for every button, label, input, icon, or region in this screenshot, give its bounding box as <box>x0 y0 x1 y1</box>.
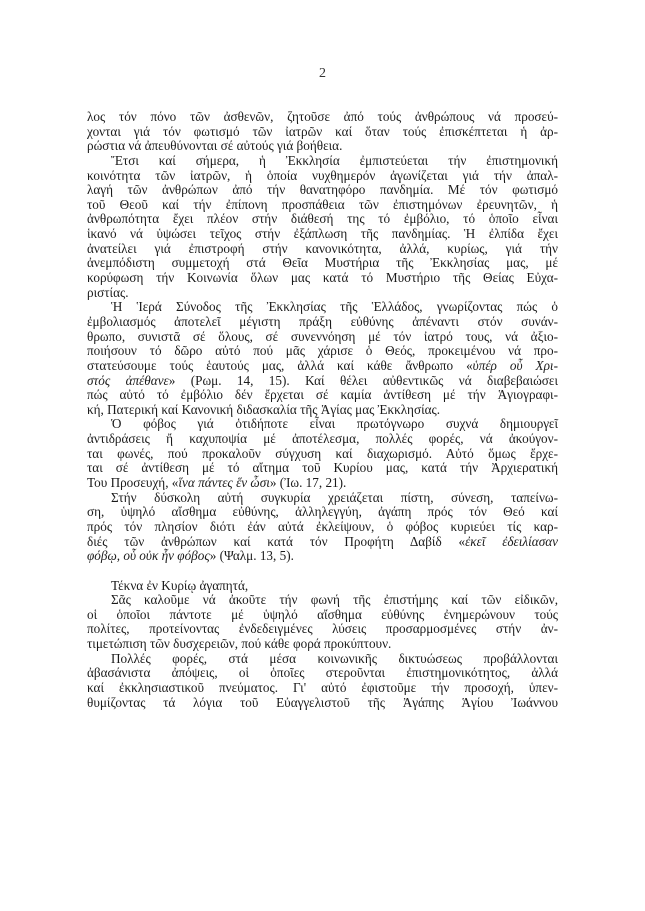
text-line: λος τόν πόνο τῶν ἀσθενῶν, ζητοῦσε ἀπό τούς ἀνθρώπους νά προσεύ- <box>87 109 558 124</box>
text-line: ἱκανό νά ὑψώσει τεῖχος στήν ἐξάπλωση τῆς πανδημίας. Ἡ ἐλπίδα ἔχει <box>87 226 558 242</box>
text-line: κοινότητα τῶν ἰατρῶν, ἡ ὁποία νυχθημερόν ἀγωνίζεται γιά τήν ἀπαλ- <box>87 167 558 183</box>
text-line: ἀβασάνιστα ἀπόψεις, οἱ ὁποῖες στεροῦνται ἐπιστημονικότητος, ἀλλά <box>87 665 558 681</box>
text-line: πώς αὐτό τό ἐμβόλιο δέν ἔρχεται σέ καμία ἀντίθεση μέ τήν Ἁγιογραφι- <box>87 387 558 403</box>
text-line: διές τῶν ἀνθρώπων καί κατά τόν Προφήτη Δαβίδ «ἐκεῖ ἐδειλίασαν <box>87 533 558 549</box>
text-line: πολίτες, προτείνοντας ἐνδεδειγμένες λύσεις προσαρμοσμένες στήν ἀν- <box>87 621 558 637</box>
text-line: Στήν δύσκολη αὐτή συγκυρία χρειάζεται πίστη, σύνεση, ταπείνω- <box>111 489 558 505</box>
paragraph-holy-synod <box>87 300 558 417</box>
salutation <box>87 579 558 594</box>
text-line: θρωπο, συνιστᾶ σέ ὅλους, σέ συνεννόηση μέ τόν ἰατρό τους, νά ἀξιο- <box>87 328 558 344</box>
text-line: ποιήσουν τό δῶρο αὐτό πού μᾶς χάρισε ὁ Θεός, προκειμένου νά προ- <box>87 343 558 359</box>
paragraph-difficult-circumstances <box>87 491 558 564</box>
page-number: 2 <box>319 66 326 81</box>
paragraph-continuation <box>87 110 558 154</box>
text-line: τοῦ Θεοῦ καί τήν ἐπίπονη προσπάθεια τῶν ἐπιστημόνων ἐρευνητῶν, ἡ <box>87 196 558 212</box>
paragraph-listen-to-science <box>87 593 558 652</box>
text-line: ται σέ ἀντίθεση μέ τό αἴτημα τοῦ Κυρίου μας, κατά τήν Ἀρχιερατική <box>87 460 558 476</box>
text-line: κορύφωση τήν Κοινωνία ὅλων μας κατά τό Μυστήριο τῆς Θείας Εὐχα- <box>87 270 558 286</box>
text-line: ται φωνές, πού προκαλοῦν σύγχυση καί διαχωρισμό. Αὐτό ὅμως ἔρχε- <box>87 445 558 461</box>
paragraph-church-trusts-science <box>87 154 558 300</box>
text-line: στατεύσουμε τούς ἑαυτούς μας, ἀλλά καί κάθε ἄνθρωπο «ὑπέρ οὗ Χρι- <box>87 357 558 373</box>
text-line: πρός τόν πλησίον διότι ἐάν αὐτά ἐκλείψουν, ὁ φόβος κυριεύει τίς καρ- <box>87 518 558 534</box>
text-line: καί ἐκκλησιαστικοῦ πνεύματος. Γι' αὐτό ἐφιστοῦμε τήν προσοχή, ὑπεν- <box>87 679 558 695</box>
text-line: οἱ ὁποῖοι πάντοτε μέ ὑψηλό αἴσθημα εὐθύνης ἐνημερώνουν τούς <box>87 606 558 622</box>
text-line: ση, ὑψηλό αἴσθημα εὐθύνης, ἀλληλεγγύη, ἀγάπη πρός τόν Θεό καί <box>87 504 558 520</box>
text-line: ἀνατείλει γιά ἐπιστροφή στήν κανονικότητα, ἀλλά, κυρίως, γιά τήν <box>87 240 558 256</box>
text-line: ρώστια νά ἀπευθύνονται σέ αὐτούς γιά βοήθεια. <box>87 138 343 154</box>
text-line: Τέκνα ἐν Κυρίῳ ἀγαπητά, <box>111 577 249 593</box>
text-line: θυμίζοντας τά λόγια τοῦ Εὐαγγελιστοῦ τῆς Ἀγάπης Ἁγίου Ἰωάννου <box>87 694 558 710</box>
text-line: λαγή τῶν ἀνθρώπων ἀπό τήν θανατηφόρο πανδημία. Μέ τόν φωτισμό <box>87 182 558 198</box>
text-line: ἀνθρωπότητα ἔχει πλέον στήν διάθεσή της τό ἐμβόλιο, τό ὁποῖο εἶναι <box>87 211 558 227</box>
text-line: ἀντιδράσεις ἤ καχυποψία μέ ἀποτέλεσμα, πολλές φορές, νά ἀκούγον- <box>87 431 558 447</box>
text-line: τιμετώπιση τῶν δυσχερειῶν, πού κάθε φορά προκύπτουν. <box>87 636 392 652</box>
text-line: χονται γιά τόν φωτισμό τῶν ἰατρῶν καί ὅταν τούς ἐπισκέπτεται ἡ ἀρ- <box>87 123 558 139</box>
text-line: φόβῳ, οὗ οὐκ ἦν φόβος» (Ψαλμ. 13, 5). <box>87 548 294 564</box>
text-line: Σᾶς καλοῦμε νά ἀκοῦτε τήν φωνή τῆς ἐπιστήμης καί τῶν εἰδικῶν, <box>111 592 558 608</box>
text-line: Ἡ Ἱερά Σύνοδος τῆς Ἐκκλησίας τῆς Ἑλλάδος, γνωρίζοντας πώς ὁ <box>111 299 558 315</box>
body-text <box>87 110 558 710</box>
text-line: Του Προσευχή, «ἵνα πάντες ἕν ὦσι» (Ἰω. 17, 21). <box>87 475 347 491</box>
text-line: στός ἀπέθανε» (Ρωμ. 14, 15). Καί θέλει αὐθεντικῶς νά διαβεβαιώσει <box>87 372 558 388</box>
text-line: Ὁ φόβος γιά ὁτιδήποτε εἶναι πρωτόγνωρο συχνά δημιουργεῖ <box>111 416 558 432</box>
paragraph-fear <box>87 417 558 490</box>
paragraph-gap <box>87 564 558 579</box>
text-line: ἀνεμπόδιστη συμμετοχή στά Θεῖα Μυστήρια τῆς Ἐκκλησίας μας, μέ <box>87 255 558 271</box>
text-line: Ἔτσι καί σήμερα, ἡ Ἐκκλησία ἐμπιστεύεται τήν ἐπιστημονική <box>111 152 558 168</box>
text-line: ριστίας. <box>87 284 129 300</box>
text-line: Πολλές φορές, στά μέσα κοινωνικῆς δικτυώσεως προβάλλονται <box>111 650 558 666</box>
text-line: ἐμβολιασμός ἀποτελεῖ μέγιστη πράξη εὐθύνης ἀπέναντι στόν συνάν- <box>87 313 558 329</box>
text-line: κή, Πατερική καί Κανονική διδασκαλία τῆς Ἁγίας μας Ἐκκλησίας. <box>87 401 441 417</box>
paragraph-social-media <box>87 652 558 711</box>
